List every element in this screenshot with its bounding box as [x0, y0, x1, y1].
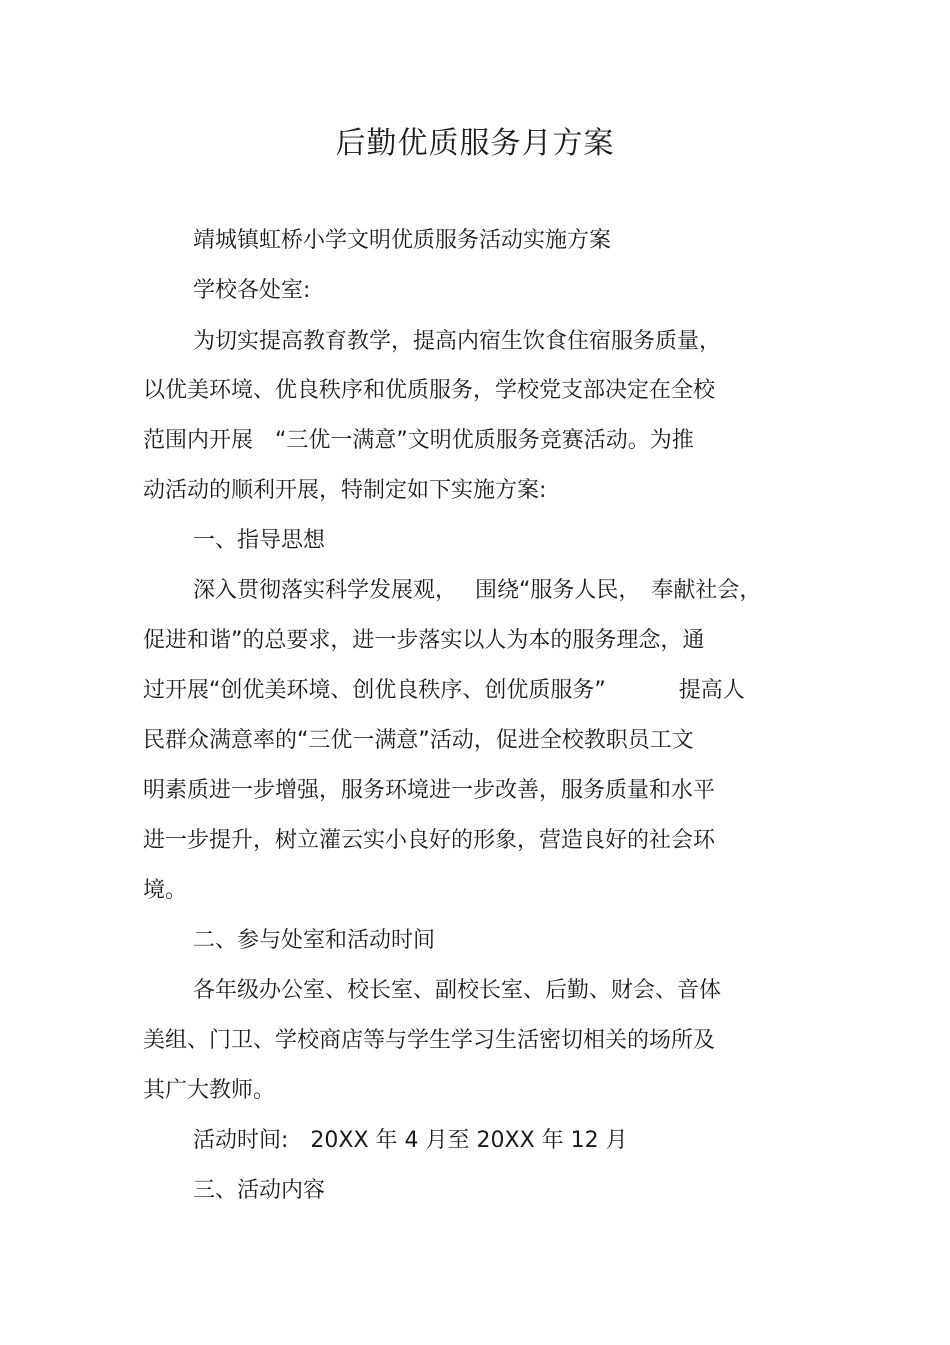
salutation-line: 学校各处室: — [193, 278, 311, 303]
paragraph-line: 深入贯彻落实科学发展观， 围绕“服务人民， 奉献社会， — [193, 578, 762, 603]
paragraph-line: 范围内开展 “三优一满意”文明优质服务竞赛活动。为推 — [143, 428, 694, 453]
paragraph-line: 为切实提高教育教学，提高内宿生饮食住宿服务质量， — [193, 329, 722, 354]
activity-time-line: 活动时间: 20XX 年 4 月至 20XX 年 12 月 — [193, 1128, 628, 1153]
paragraph-line: 促进和谐”的总要求，进一步落实以人为本的服务理念，通 — [143, 628, 705, 653]
subtitle-line: 靖城镇虹桥小学文明优质服务活动实施方案 — [193, 228, 612, 253]
section-heading: 一、指导思想 — [193, 528, 326, 553]
paragraph-line: 民群众满意率的“三优一满意”活动，促进全校教职员工文 — [143, 728, 694, 753]
paragraph-line: 过开展“创优美环境、创优良秩序、创优质服务” 提高人 — [143, 678, 745, 703]
paragraph-line: 各年级办公室、校长室、副校长室、后勤、财会、音体 — [193, 978, 722, 1003]
section-heading: 二、参与处室和活动时间 — [193, 928, 436, 953]
paragraph-line: 明素质进一步增强，服务环境进一步改善，服务质量和水平 — [143, 778, 716, 803]
section-heading: 三、活动内容 — [193, 1178, 326, 1203]
paragraph-line: 其广大教师。 — [143, 1078, 276, 1103]
paragraph-line: 动活动的顺利开展，特制定如下实施方案: — [143, 478, 547, 503]
paragraph-line: 进一步提升，树立灌云实小良好的形象，营造良好的社会环 — [143, 828, 716, 853]
document-title: 后勤优质服务月方案 — [335, 126, 615, 161]
paragraph-line: 美组、门卫、学校商店等与学生学习生活密切相关的场所及 — [143, 1028, 716, 1053]
paragraph-line: 以优美环境、优良秩序和优质服务，学校党支部决定在全校 — [143, 378, 716, 403]
paragraph-line: 境。 — [143, 878, 188, 903]
